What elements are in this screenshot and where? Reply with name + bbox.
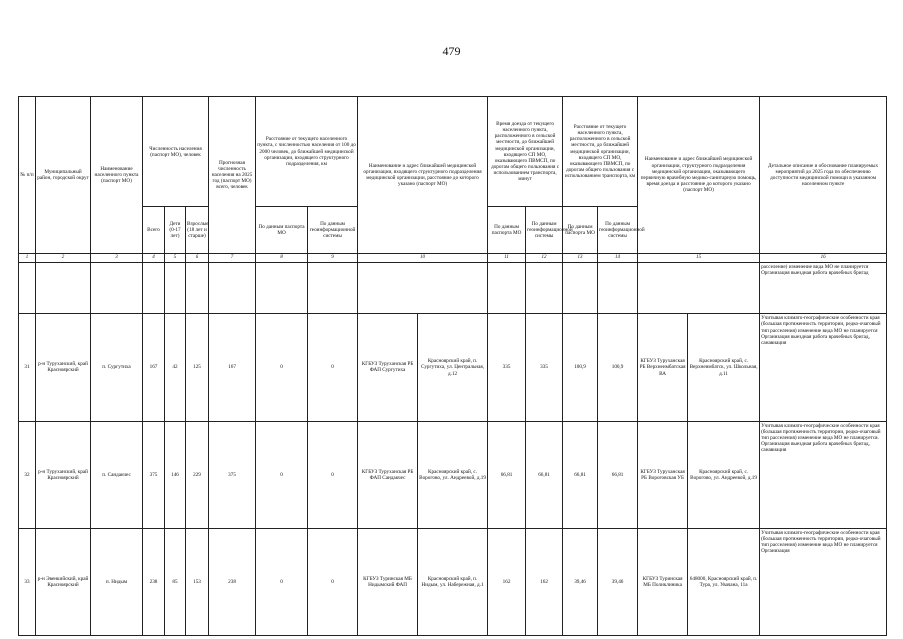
- forecast-cell: 167: [209, 314, 256, 421]
- km-gis-cell: 66,81: [598, 421, 638, 528]
- pvmsp-name-cell: КГБУЗ Туруханская РБ Верхнеимбатская ВА: [638, 314, 688, 421]
- settlement-cell: п. Нидым: [91, 528, 143, 635]
- header-district: Муниципальный район, городской округ: [36, 97, 91, 254]
- header-pop-total: Всего: [143, 207, 165, 253]
- population-adults-cell: 125: [186, 314, 209, 421]
- settlement-cell: п. Сургутиха: [91, 314, 143, 421]
- nearest-org-address-cell: Красноярский край, п. Сургутиха, ул. Центральная, д.12: [418, 314, 488, 421]
- district-cell: р-н Туруханский, край Красноярский: [36, 421, 91, 528]
- column-number: 10: [358, 253, 488, 262]
- time-gis-cell: 162: [526, 528, 563, 635]
- time-passport-cell: 162: [488, 528, 526, 635]
- population-children-cell: 42: [165, 314, 186, 421]
- settlements-table: [18, 96, 887, 636]
- district-cell: р-н Эвенкийский, край Красноярский: [36, 528, 91, 635]
- page-number: 479: [442, 44, 461, 58]
- header-distance: Расстояние от текущего населенного пункта, с численностью населения от 100 до 2000 человек, до ближайшей медицинской организации, входящего структурного подразделения, км: [256, 97, 358, 207]
- column-number: 3: [91, 253, 143, 262]
- header-settlement: Наименование населенного пункта (паспорт МО): [91, 97, 143, 254]
- row-number: 31: [19, 314, 36, 421]
- distance-gis-cell: 0: [308, 528, 358, 635]
- row-number: 32: [19, 421, 36, 528]
- column-number: 7: [209, 253, 256, 262]
- header-time-passport: По данным паспорта МО: [488, 207, 526, 253]
- column-number: 5: [165, 253, 186, 262]
- pvmsp-address-cell: 648000, Красноярский край, п. Тура, ул. Увачана, 11а: [688, 528, 760, 635]
- header-distance-passport: По данным паспорта МО: [256, 207, 308, 253]
- header-km-passport: По данным паспорта МО: [563, 207, 598, 253]
- column-number: 16: [760, 253, 887, 262]
- km-passport-cell: 100,9: [563, 314, 598, 421]
- time-gis-cell: 335: [526, 314, 563, 421]
- table-row: [19, 528, 887, 635]
- header-distance-gis: По данным геоинформационной системы: [308, 207, 358, 253]
- population-adults-cell: 229: [186, 421, 209, 528]
- km-passport-cell: 39,46: [563, 528, 598, 635]
- time-passport-cell: 335: [488, 314, 526, 421]
- population-children-cell: 85: [165, 528, 186, 635]
- distance-passport-cell: 0: [256, 314, 308, 421]
- column-number: 6: [186, 253, 209, 262]
- header-population: Численность населения (паспорт МО), человек: [143, 97, 209, 207]
- header-pvmsp-org: Наименование и адрес ближайшей медицинской организации, структурного подразделения медицинской организации, оказывающего первичную врачебную медико-санитарную помощь, время доезда и расстояние до которого указано (паспорт МО): [638, 97, 760, 254]
- column-number: 9: [308, 253, 358, 262]
- pvmsp-address-cell: Красноярский край, с. Ворогово, ул. Андреевой, д.19: [688, 421, 760, 528]
- forecast-cell: 238: [209, 528, 256, 635]
- description-cell: Учитывая климато-географические особенности края (большая протяженность территории, редко-очаговый тип расселения) изменение вида МО не планируется Организация: [760, 528, 887, 635]
- column-number: 8: [256, 253, 308, 262]
- km-gis-cell: 39,46: [598, 528, 638, 635]
- column-number: 15: [638, 253, 760, 262]
- km-gis-cell: 100,9: [598, 314, 638, 421]
- population-total-cell: 375: [143, 421, 165, 528]
- pvmsp-address-cell: Красноярский край, с. Верхнеимбатск, ул. Школьная, д.11: [688, 314, 760, 421]
- continuation-description: расселение) изменение вида МО не планируется Организация выездная работа врачебных бригад: [760, 262, 887, 314]
- header-nearest-org: Наименование и адрес ближайшей медицинской организации, входящего структурного подразделения медицинской организации, расстояние до которого указано (паспорт МО): [358, 97, 488, 254]
- header-travel-time: Время доезда от текущего населенного пункта, расположенного в сельской местности, до ближайшей медицинской организации, входящего СП МО, оказывающего ПВМСП, по дорогам общего пользования с использованием транспорта, минут: [488, 97, 563, 207]
- description-cell: Учитывая климато-географические особенности края (большая протяженность территории, редко-очаговый тип расселения) изменение вида МО не планируется. Организация выездная работа врачебных бригад, санавиация: [760, 421, 887, 528]
- nearest-org-address-cell: Красноярский край, п. Нидым, ул. Набережная, д.1: [418, 528, 488, 635]
- district-cell: р-н Туруханский, край Красноярский: [36, 314, 91, 421]
- distance-passport-cell: 0: [256, 421, 308, 528]
- column-number: 4: [143, 253, 165, 262]
- settlement-cell: п. Сандакчес: [91, 421, 143, 528]
- population-total-cell: 167: [143, 314, 165, 421]
- column-number: 11: [488, 253, 526, 262]
- distance-gis-cell: 0: [308, 314, 358, 421]
- column-number: 1: [19, 253, 36, 262]
- pvmsp-name-cell: КГБУЗ Туруханская РБ Вороговская УБ: [638, 421, 688, 528]
- column-number: 14: [598, 253, 638, 262]
- header-pop-children: Дети (0-17 лет): [165, 207, 186, 253]
- header-description: Детальное описание и обоснование планируемых мероприятий до 2025 года по обеспечению доступности медицинской помощи в указанном населенном пункте: [760, 97, 887, 254]
- header-pop-adults: Взрослые (18 лет и старше): [186, 207, 209, 253]
- nearest-org-name-cell: КГБУЗ Туруханская РБ ФАП Сургутиха: [358, 314, 418, 421]
- nearest-org-name-cell: КГБУЗ Туринская МБ Нидымский ФАП: [358, 528, 418, 635]
- column-number: 12: [526, 253, 563, 262]
- time-gis-cell: 66,81: [526, 421, 563, 528]
- population-children-cell: 146: [165, 421, 186, 528]
- header-forecast: Прогнозная численность населения на 2025 год (паспорт МО) всего, человек: [209, 97, 256, 254]
- time-passport-cell: 66,81: [488, 421, 526, 528]
- table-row: [19, 421, 887, 528]
- pvmsp-name-cell: КГБУЗ Туринская МБ Поликлиника: [638, 528, 688, 635]
- header-time-gis: По данным геоинформационной системы: [526, 207, 563, 253]
- table-row-continuation: [19, 262, 887, 314]
- distance-passport-cell: 0: [256, 528, 308, 635]
- column-number: 2: [36, 253, 91, 262]
- km-passport-cell: 66,81: [563, 421, 598, 528]
- population-total-cell: 238: [143, 528, 165, 635]
- header-km-gis: По данным геоинформационной системы: [598, 207, 638, 253]
- table-row: [19, 314, 887, 421]
- description-cell: Учитывая климато-географические особенности края (большая протяженность территории, редко-очаговый тип расселения) изменение вида МО не планируется Организация выездная работа врачебных бригад, санавиация: [760, 314, 887, 421]
- header-number: № п/п: [19, 97, 36, 254]
- header-road-distance: Расстояние от текущего населенного пункта, расположенного в сельской местности, до ближайшей медицинской организации, входящего СП МО, оказывающего ПВМСП, по дорогам общего пользования с использованием транспорта, км: [563, 97, 638, 207]
- row-number: 33: [19, 528, 36, 635]
- population-adults-cell: 153: [186, 528, 209, 635]
- forecast-cell: 375: [209, 421, 256, 528]
- distance-gis-cell: 0: [308, 421, 358, 528]
- nearest-org-name-cell: КГБУЗ Туруханская РБ ФАП Сандакчес: [358, 421, 418, 528]
- column-number: 13: [563, 253, 598, 262]
- nearest-org-address-cell: Красноярский край, с. Ворогово, ул. Андреевой, д.19: [418, 421, 488, 528]
